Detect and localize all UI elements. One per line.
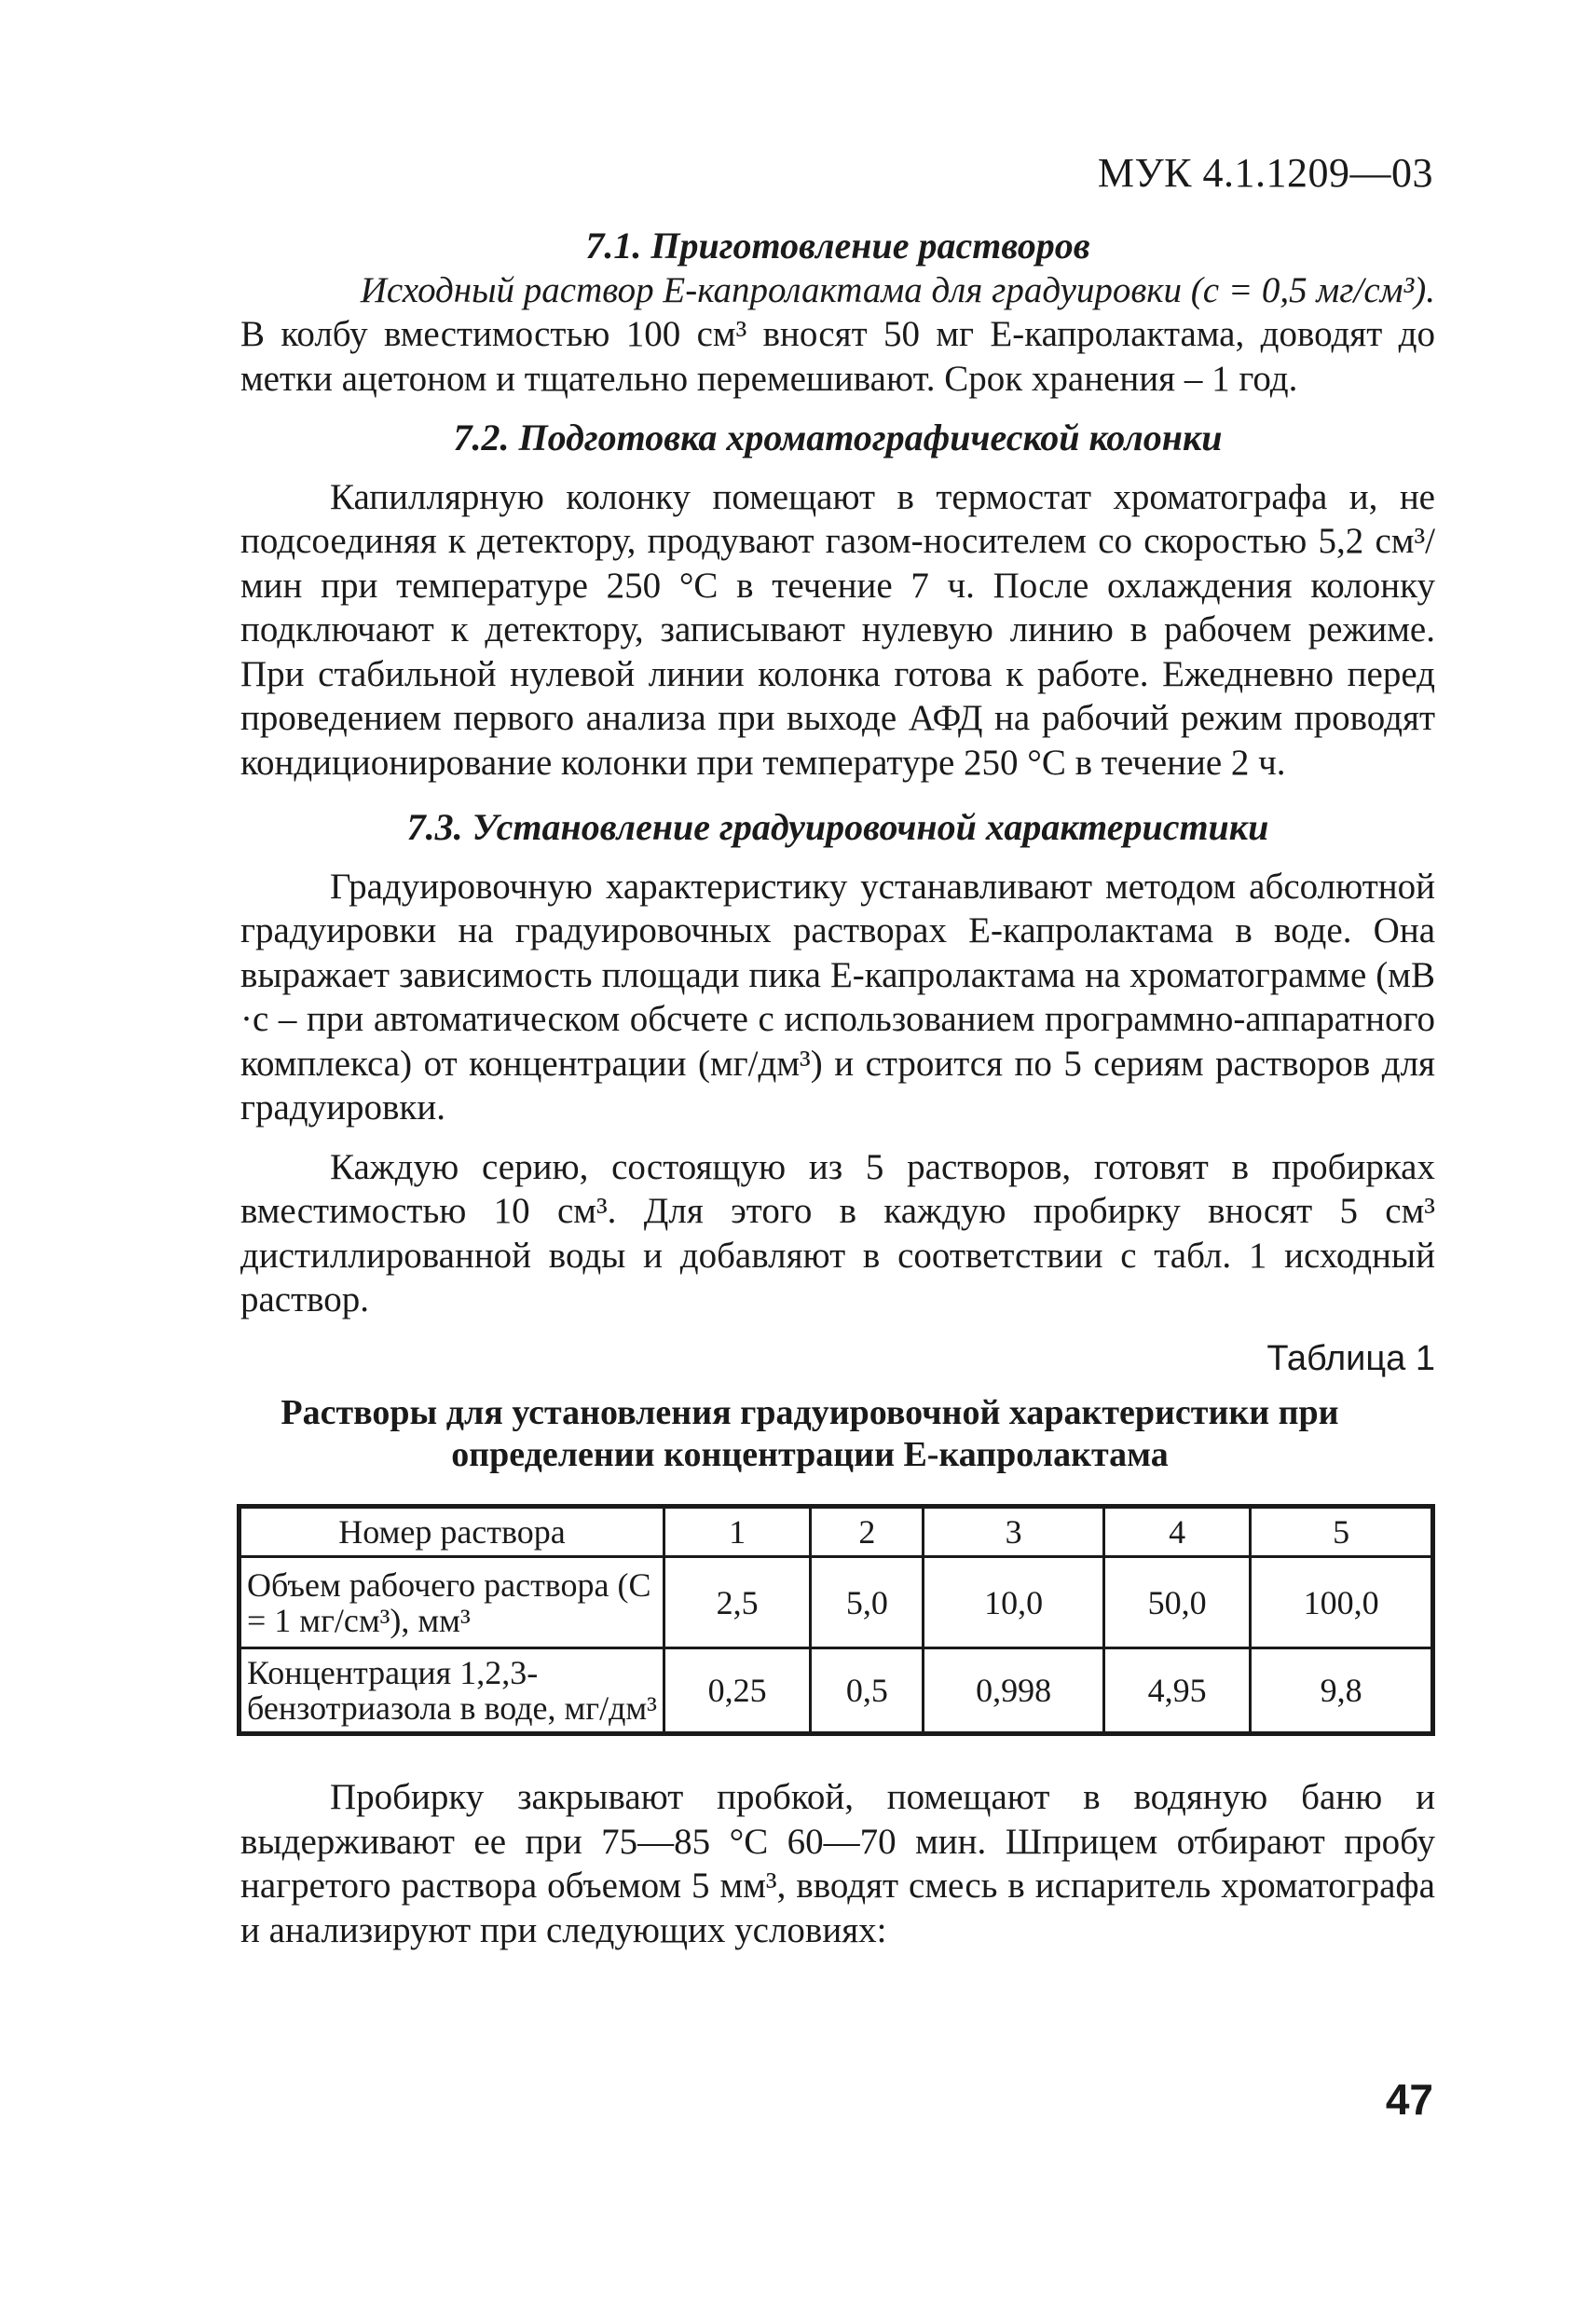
table-cell: 0,25 xyxy=(664,1648,811,1734)
table-row xyxy=(240,1648,1433,1734)
table-cell: 9,8 xyxy=(1251,1648,1433,1734)
table-header-cell: 2 xyxy=(811,1507,924,1557)
section-heading-7-3: 7.3. Установление градуировочной характеристики xyxy=(406,806,1269,848)
table-header-cell: 4 xyxy=(1103,1507,1250,1557)
table-cell: 100,0 xyxy=(1251,1557,1433,1648)
table-row-label: Объем рабочего раствора (C = 1 мг/см³), мм³ xyxy=(240,1557,664,1648)
table-row-label: Концентрация 1,2,3-бензотриазола в воде, мг/дм³ xyxy=(240,1648,664,1734)
section-heading-7-2: 7.2. Подготовка хроматографической колонки xyxy=(453,417,1223,458)
table-cell: 2,5 xyxy=(664,1557,811,1648)
table-cell: 50,0 xyxy=(1103,1557,1250,1648)
table-title: Растворы для установления градуировочной характеристики при определении концентрации Е-капролактама xyxy=(281,1393,1339,1474)
solutions-table xyxy=(237,1504,1435,1736)
section-7-1-text: В колбу вместимостью 100 см³ вносят 50 мг Е-капролактама, доводят до метки ацетоном и тщательно перемешивают. Срок хранения – 1 год. xyxy=(240,314,1435,399)
document-body xyxy=(240,224,1435,1952)
page-header: МУК 4.1.1209—03 xyxy=(1097,150,1433,196)
table-cell: 5,0 xyxy=(811,1557,924,1648)
table-label: Таблица 1 xyxy=(1266,1338,1435,1378)
table-header-cell: 5 xyxy=(1251,1507,1433,1557)
section-7-1-subtitle: Исходный раствор Е-капролактама для градуировки (c = 0,5 мг/см³). xyxy=(360,269,1435,310)
page-number: 47 xyxy=(1385,2075,1433,2124)
table-header-cell: 3 xyxy=(924,1507,1104,1557)
paragraph-after-table: Пробирку закрывают пробкой, помещают в водяную баню и выдерживают ее при 75—85 °С 60—70 мин. Шприцем отбирают пробу нагретого раствора объемом 5 мм³, вводят смесь в испаритель хроматографа и анализируют при следующих условиях: xyxy=(240,1777,1435,1950)
table-header-row xyxy=(240,1507,1433,1557)
table-cell: 0,5 xyxy=(811,1648,924,1734)
table-cell: 4,95 xyxy=(1103,1648,1250,1734)
table-header-cell: 1 xyxy=(664,1507,811,1557)
table-header-label: Номер раствора xyxy=(240,1507,664,1557)
table-cell: 10,0 xyxy=(924,1557,1104,1648)
section-7-3-paragraph-1: Градуировочную характеристику устанавливают методом абсолютной градуировки на градуировочных растворах Е-капролактама в воде. Она выражает зависимость площади пика Е-капролактама на хроматограмме (мВ ·с – при автоматическом обсчете с использованием программно-аппаратного комплекса) от концентрации (мг/дм³) и строится по 5 сериям растворов для градуировки. xyxy=(240,866,1435,1128)
section-7-2-text: Капиллярную колонку помещают в термостат хроматографа и, не подсоединяя к детектору, продувают газом-носителем со скоростью 5,2 см³/мин при температуре 250 °С в течение 7 ч. После охлаждения колонку подключают к детектору, записывают нулевую линию в рабочем режиме. При стабильной нулевой линии колонка готова к работе. Ежедневно перед проведением первого анализа при выходе АФД на рабочий режим проводят кондиционирование колонки при температуре 250 °С в течение 2 ч. xyxy=(240,476,1435,783)
table-row xyxy=(240,1557,1433,1648)
section-heading-7-1: 7.1. Приготовление растворов xyxy=(585,225,1090,267)
section-7-3-paragraph-2: Каждую серию, состоящую из 5 растворов, готовят в пробирках вместимостью 10 см³. Для этого в каждую пробирку вносят 5 см³ дистиллированной воды и добавляют в соответствии с табл. 1 исходный раствор. xyxy=(240,1146,1435,1319)
table-cell: 0,998 xyxy=(924,1648,1104,1734)
